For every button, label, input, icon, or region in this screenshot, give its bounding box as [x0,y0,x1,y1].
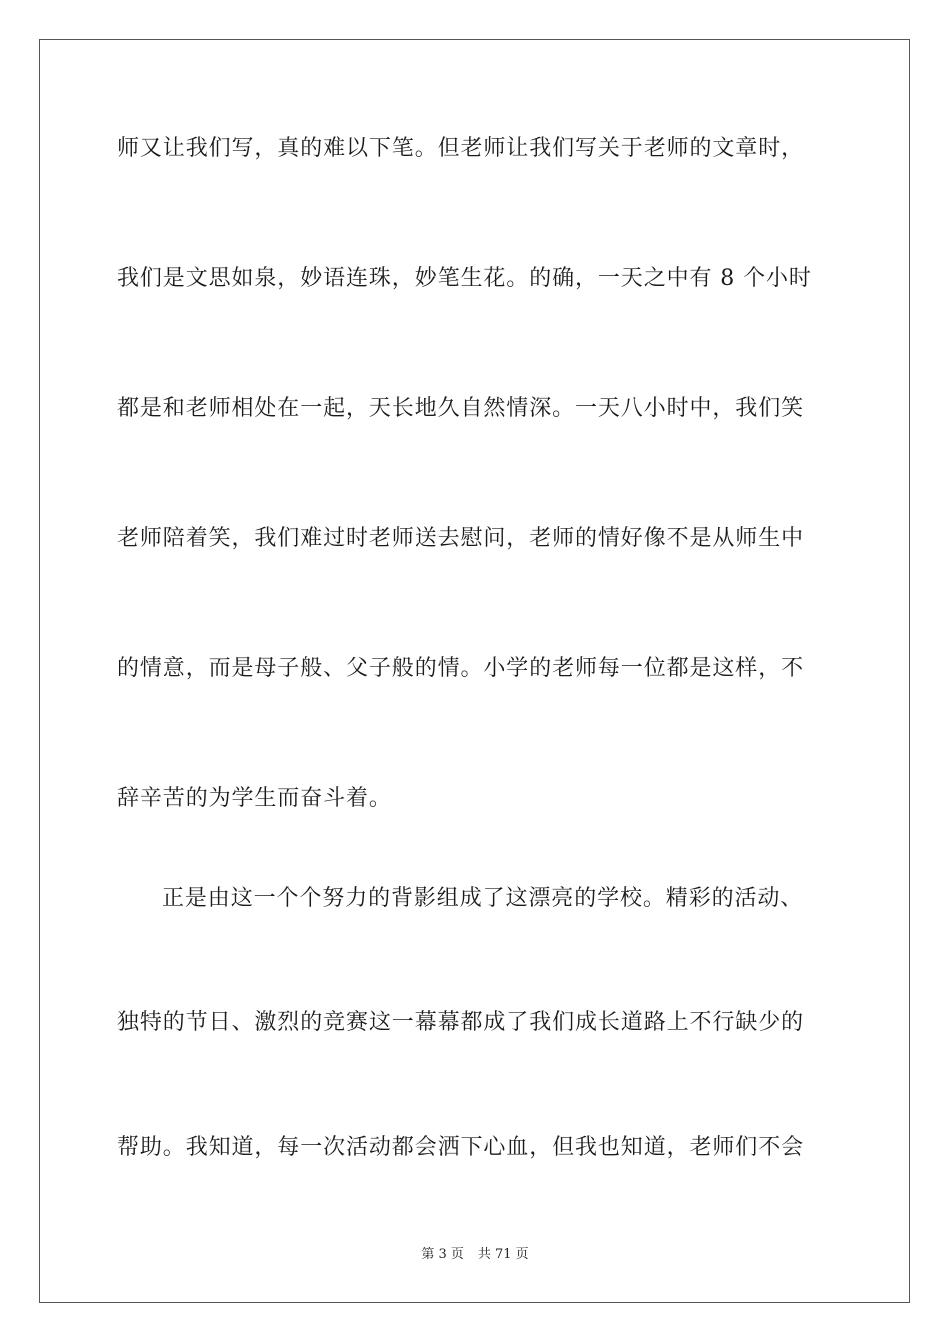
text-line-4: 老师陪着笑，我们难过时老师送去慰问，老师的情好像不是从师生中 [117,526,805,551]
page-footer [0,1246,950,1264]
text-line-3: 都是和老师相处在一起，天长地久自然情深。一天八小时中，我们笑 [117,396,805,421]
text-line-8: 独特的节日、激烈的竞赛这一幕幕都成了我们成长道路上不行缺少的 [117,1010,805,1035]
text-line-2: 我们是文思如泉，妙语连珠，妙笔生花。的确，一天之中有 8 个小时 [117,266,812,291]
text-line-9: 帮助。我知道，每一次活动都会洒下心血，但我也知道，老师们不会 [117,1135,805,1160]
text-line-6: 辞辛苦的为学生而奋斗着。 [117,786,392,811]
page-total: 共 71 页 [477,1247,529,1262]
page-number: 第 3 页 [421,1247,464,1262]
text-line-1: 师又让我们写，真的难以下笔。但老师让我们写关于老师的文章时， [117,136,805,161]
text-line-7: 正是由这一个个努力的背影组成了这漂亮的学校。精彩的活动、 [162,886,804,911]
text-line-5: 的情意，而是母子般、父子般的情。小学的老师每一位都是这样，不 [117,656,805,681]
